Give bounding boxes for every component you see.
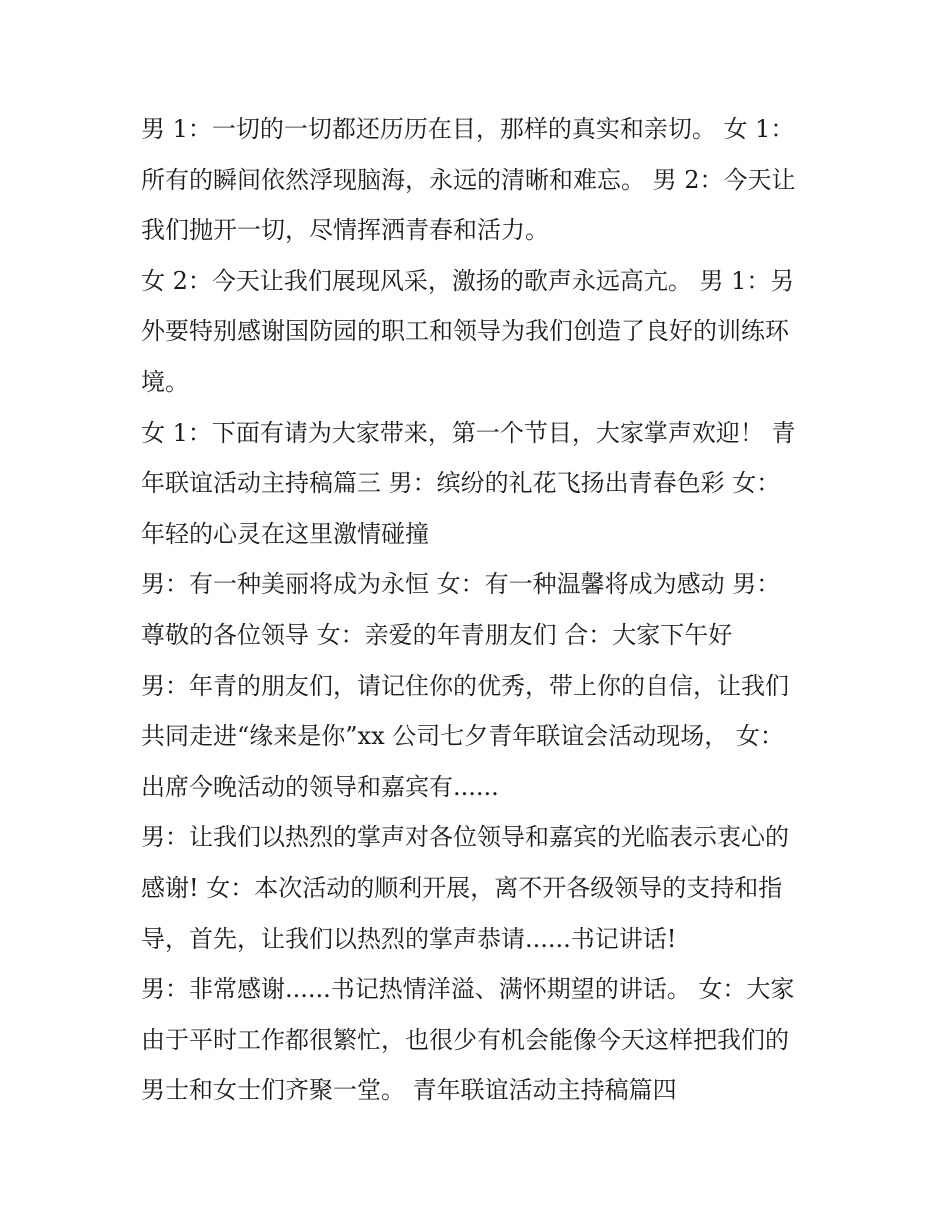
text-line-7: 女 1：下面有请为大家带来，第一个节目，大家掌声欢迎！ 青 (141, 418, 796, 447)
text-line-15: 男：让我们以热烈的掌声对各位领导和嘉宾的光临表示衷心的 (141, 823, 789, 852)
text-line-18: 男：非常感谢......书记热情洋溢、满怀期望的讲话。 女：大家 (141, 975, 795, 1004)
text-line-2: 所有的瞬间依然浮现脑海，永远的清晰和难忘。 男 2：今天让 (141, 165, 796, 194)
text-line-6: 境。 (141, 367, 189, 396)
text-line-13: 共同走进“缘来是你”xx 公司七夕青年联谊会活动现场， 女： (141, 722, 784, 751)
document-body (141, 104, 821, 1116)
text-line-3: 我们抛开一切，尽情挥洒青春和活力。 (141, 216, 549, 245)
text-line-14: 出席今晚活动的领导和嘉宾有...... (141, 772, 499, 801)
text-line-9: 年轻的心灵在这里激情碰撞 (141, 519, 429, 548)
text-line-10: 男：有一种美丽将成为永恒 女：有一种温馨将成为感动 男： (141, 570, 781, 599)
text-line-8: 年联谊活动主持稿篇三 男：缤纷的礼花飞扬出青春色彩 女： (141, 469, 781, 498)
text-line-19: 由于平时工作都很繁忙，也很少有机会能像今天这样把我们的 (141, 1025, 789, 1054)
text-line-17: 导，首先，让我们以热烈的掌声恭请......书记讲话! (141, 924, 677, 953)
text-line-4: 女 2：今天让我们展现风采，激扬的歌声永远高亢。 男 1：另 (141, 266, 795, 295)
text-line-16: 感谢! 女：本次活动的顺利开展，离不开各级领导的支持和指 (141, 873, 783, 902)
text-line-12: 男：年青的朋友们，请记住你的优秀，带上你的自信，让我们 (141, 671, 789, 700)
text-line-20: 男士和女士们齐聚一堂。 青年联谊活动主持稿篇四 (141, 1076, 677, 1105)
text-line-11: 尊敬的各位领导 女：亲爱的年青朋友们 合：大家下午好 (141, 620, 733, 649)
text-line-1: 男 1：一切的一切都还历历在目，那样的真实和亲切。 女 1： (141, 115, 795, 143)
text-line-5: 外要特别感谢国防园的职工和领导为我们创造了良好的训练环 (141, 317, 789, 346)
